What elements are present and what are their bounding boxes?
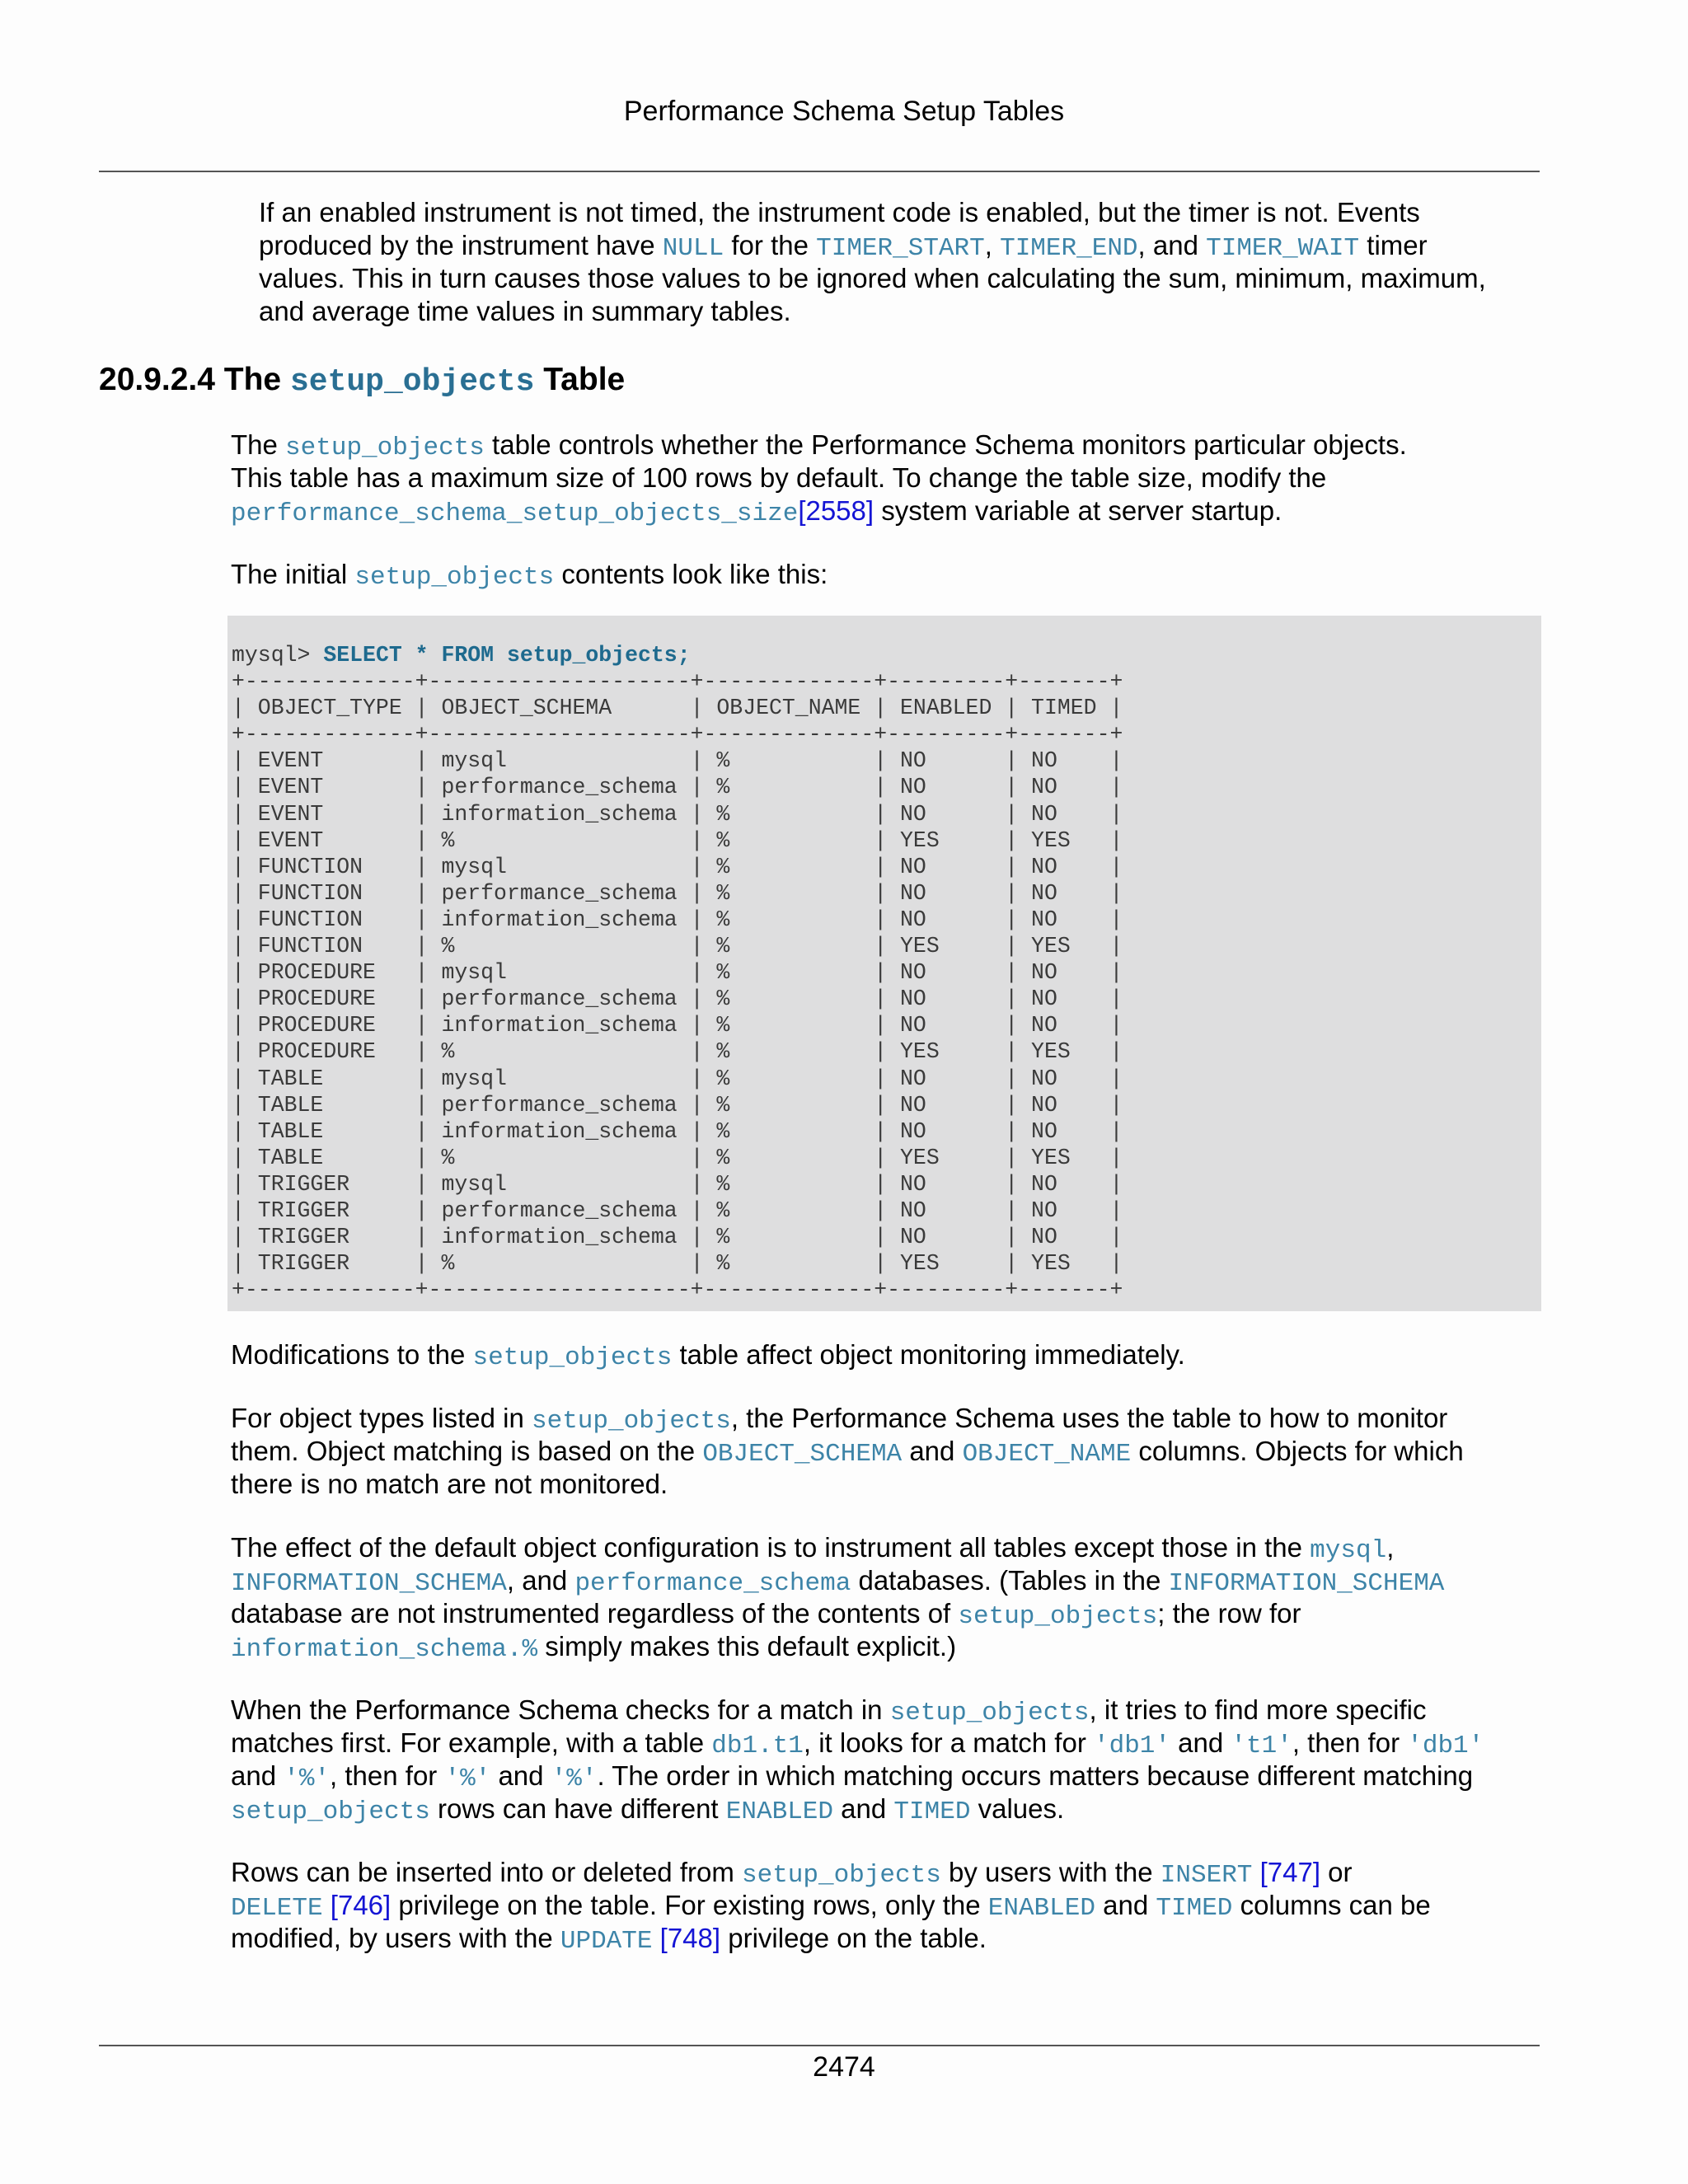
code-db1: 'db1'	[1093, 1732, 1170, 1760]
intro-line-2: produced by the instrument have NULL for the TIMER_START, TIMER_END, and TIMER_WAIT timer	[259, 230, 1428, 263]
code-object-schema: OBJECT_SCHEMA	[702, 1440, 903, 1469]
code-mysql: mysql	[1310, 1536, 1387, 1565]
intro-line-4: and average time values in summary tables.	[259, 296, 791, 326]
ref-link-746[interactable]: [746]	[322, 1890, 392, 1920]
intro-line-1: If an enabled instrument is not timed, the instrument code is enabled, but the timer is not. Events	[259, 197, 1420, 227]
code-setup-objects: setup_objects	[742, 1861, 941, 1890]
p5-line-4: information_schema.% simply makes this default explicit.)	[231, 1631, 957, 1664]
p1-line-3: performance_schema_setup_objects_size[2558] system variable at server startup.	[231, 495, 1282, 528]
p6-line-1: When the Performance Schema checks for a match in setup_objects, it tries to find more specific	[231, 1694, 1427, 1727]
table-row: | TRIGGER | performance_schema | % | NO | NO |	[232, 1197, 1123, 1223]
code-timer-end: TIMER_END	[1000, 234, 1138, 263]
code-db1-t1: db1.t1	[711, 1732, 804, 1760]
table-row: | PROCEDURE | mysql | % | NO | NO |	[232, 960, 1123, 986]
table-row: | FUNCTION | % | % | YES | YES |	[232, 934, 1123, 959]
code-insert: INSERT	[1160, 1861, 1253, 1890]
table-row: | TRIGGER | information_schema | % | NO | NO |	[232, 1225, 1123, 1250]
code-enabled: ENABLED	[725, 1797, 834, 1826]
p1-line-1: The setup_objects table controls whether the Performance Schema monitors particular objects.	[231, 429, 1407, 462]
mysql-prompt: mysql>	[232, 643, 324, 668]
table-header-row: | OBJECT_TYPE | OBJECT_SCHEMA | OBJECT_NAME | ENABLED | TIMED |	[232, 696, 1123, 721]
p6-line-2: matches first. For example, with a table db1.t1, it looks for a match for 'db1' and 't1', then for 'db1'	[231, 1727, 1484, 1760]
ref-link-2558[interactable]: [2558]	[798, 495, 874, 526]
p3-line-1: Modifications to the setup_objects table affect object monitoring immediately.	[231, 1339, 1185, 1372]
p6-line-4: setup_objects rows can have different ENABLED and TIMED values.	[231, 1793, 1065, 1826]
p4-line-2: them. Object matching is based on the OBJECT_SCHEMA and OBJECT_NAME columns. Objects for which	[231, 1436, 1464, 1469]
section-heading: 20.9.2.4 The setup_objects Table	[99, 362, 626, 400]
code-db1: 'db1'	[1407, 1732, 1484, 1760]
code-timed: TIMED	[1156, 1894, 1233, 1923]
p4-line-3: there is no match are not monitored.	[231, 1469, 668, 1499]
p5-line-2: INFORMATION_SCHEMA, and performance_schema databases. (Tables in the INFORMATION_SCHEMA	[231, 1565, 1445, 1598]
code-timed: TIMED	[893, 1797, 971, 1826]
p5-line-3: database are not instrumented regardless of the contents of setup_objects; the row for	[231, 1598, 1301, 1631]
code-wildcard: '%'	[284, 1765, 331, 1793]
table-row: | EVENT | % | % | YES | YES |	[232, 827, 1123, 853]
code-enabled: ENABLED	[987, 1894, 1095, 1923]
p4-line-1: For object types listed in setup_objects, the Performance Schema uses the table to how to monitor	[231, 1403, 1448, 1436]
table-row: | TABLE | % | % | YES | YES |	[232, 1145, 1123, 1170]
sql-query: SELECT * FROM setup_objects;	[323, 643, 691, 668]
page-number: 2474	[813, 2051, 875, 2083]
table-row: | FUNCTION | performance_schema | % | NO | NO |	[232, 880, 1123, 906]
code-object-name: OBJECT_NAME	[962, 1440, 1132, 1469]
p5-line-1: The effect of the default object configuration is to instrument all tables except those in the mysql,	[231, 1532, 1395, 1565]
p7-line-1: Rows can be inserted into or deleted from setup_objects by users with the INSERT [747] or	[231, 1857, 1353, 1890]
running-header: Performance Schema Setup Tables	[623, 96, 1065, 127]
code-setup-objects: setup_objects	[231, 1797, 430, 1826]
code-timer-wait: TIMER_WAIT	[1206, 234, 1360, 263]
code-wildcard: '%'	[444, 1765, 491, 1793]
code-update: UPDATE	[560, 1927, 653, 1956]
heading-code: setup_objects	[289, 364, 535, 400]
table-border: +-------------+--------------------+-------------+---------+-------+	[232, 722, 1123, 748]
table-row: | EVENT | mysql | % | NO | NO |	[232, 748, 1123, 774]
table-row: | PROCEDURE | % | % | YES | YES |	[232, 1039, 1123, 1065]
code-delete: DELETE	[231, 1894, 323, 1923]
table-row: | FUNCTION | mysql | % | NO | NO |	[232, 854, 1123, 879]
code-setup-objects: setup_objects	[889, 1699, 1090, 1727]
table-row: | TRIGGER | % | % | YES | YES |	[232, 1251, 1123, 1277]
code-performance-schema: performance_schema	[574, 1569, 851, 1598]
table-row: | PROCEDURE | performance_schema | % | NO | NO |	[232, 987, 1123, 1012]
table-border: +-------------+--------------------+-------------+---------+-------+	[232, 669, 1123, 695]
table-border: +-------------+--------------------+-------------+---------+-------+	[232, 1277, 1123, 1303]
table-row: | TRIGGER | mysql | % | NO | NO |	[232, 1171, 1123, 1197]
code-listing	[232, 642, 1123, 1303]
table-row: | FUNCTION | information_schema | % | NO | NO |	[232, 907, 1123, 932]
ref-link-748[interactable]: [748]	[652, 1923, 721, 1953]
table-row: | PROCEDURE | information_schema | % | NO | NO |	[232, 1013, 1123, 1038]
table-row: | TABLE | mysql | % | NO | NO |	[232, 1066, 1123, 1091]
code-block	[227, 616, 1541, 1311]
p6-line-3: and '%', then for '%' and '%'. The order in which matching occurs matters because different matching	[231, 1760, 1474, 1793]
code-information-schema: INFORMATION_SCHEMA	[231, 1569, 507, 1598]
intro-line-3: values. This in turn causes those values to be ignored when calculating the sum, minimum, maximum,	[259, 263, 1486, 293]
footer-rule	[99, 2045, 1540, 2046]
table-row: | TABLE | information_schema | % | NO | NO |	[232, 1118, 1123, 1144]
table-row: | EVENT | information_schema | % | NO | NO |	[232, 801, 1123, 827]
code-information-schema: INFORMATION_SCHEMA	[1168, 1569, 1445, 1598]
table-row: | TABLE | performance_schema | % | NO | NO |	[232, 1092, 1123, 1118]
code-wildcard: '%'	[551, 1765, 598, 1793]
code-information-schema-wildcard: information_schema.%	[231, 1635, 538, 1664]
code-size-variable: performance_schema_setup_objects_size	[231, 499, 799, 528]
code-setup-objects: setup_objects	[354, 563, 555, 592]
table-row: | EVENT | performance_schema | % | NO | NO |	[232, 775, 1123, 800]
header-rule	[99, 171, 1540, 172]
p1-line-2: This table has a maximum size of 100 rows by default. To change the table size, modify the	[231, 462, 1327, 493]
code-setup-objects: setup_objects	[532, 1407, 731, 1436]
ref-link-747[interactable]: [747]	[1252, 1857, 1320, 1887]
p2-line-1: The initial setup_objects contents look like this:	[231, 559, 828, 592]
code-t1: 't1'	[1231, 1732, 1292, 1760]
code-setup-objects: setup_objects	[958, 1602, 1158, 1631]
code-timer-start: TIMER_START	[816, 234, 985, 263]
p7-line-2: DELETE [746] privilege on the table. For existing rows, only the ENABLED and TIMED columns can be	[231, 1890, 1431, 1923]
p7-line-3: modified, by users with the UPDATE [748] privilege on the table.	[231, 1923, 987, 1956]
code-setup-objects: setup_objects	[285, 434, 485, 462]
code-setup-objects: setup_objects	[472, 1343, 673, 1372]
code-null: NULL	[662, 234, 724, 263]
